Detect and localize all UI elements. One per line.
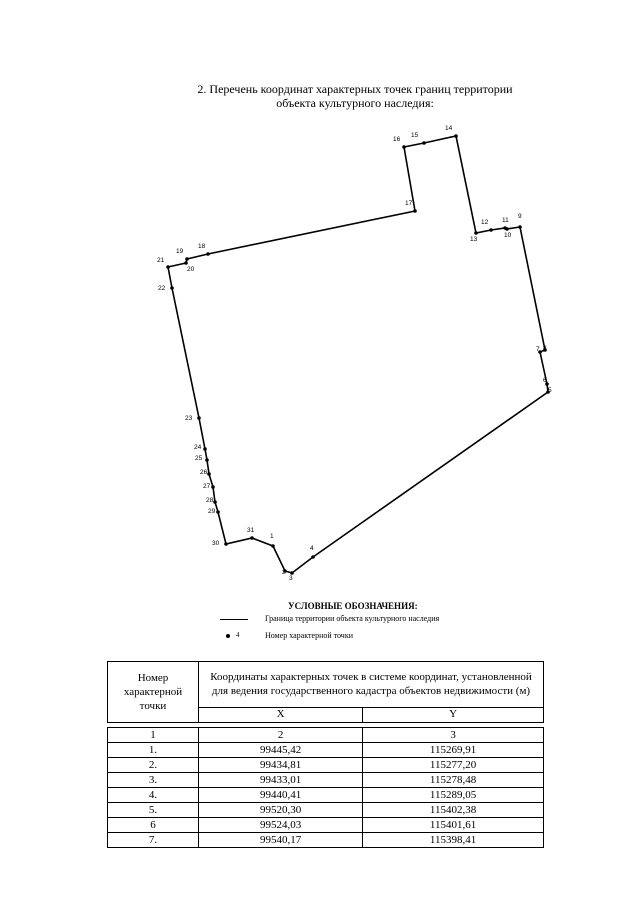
y-coordinate-cell: 115398,41 [363, 833, 544, 848]
table-row [108, 743, 544, 758]
boundary-point-31 [250, 536, 254, 540]
point-label-1: 1 [270, 533, 274, 540]
legend-point-swatch [226, 634, 230, 638]
point-label-8: 8 [543, 345, 547, 352]
point-label-22: 22 [158, 285, 166, 292]
point-label-18: 18 [198, 243, 206, 250]
document-title-line1: 2. Перечень координат характерных точек границ территории [197, 82, 513, 96]
point-label-26: 26 [200, 469, 208, 476]
boundary-point-25 [205, 458, 209, 462]
point-label-21: 21 [157, 257, 165, 264]
point-label-16: 16 [393, 136, 401, 143]
point-label-25: 25 [195, 455, 203, 462]
table-row [108, 758, 544, 773]
table-row [108, 833, 544, 848]
header-coordinates: Координаты характерных точек в системе координат, установленной для ведения государственного кадастра объектов недвижимости (м) [199, 662, 544, 708]
point-label-12: 12 [481, 219, 489, 226]
point-label-6: 6 [543, 377, 547, 384]
boundary-point-1 [271, 544, 275, 548]
point-label-24: 24 [194, 444, 202, 451]
y-coordinate-cell: 115401,61 [363, 818, 544, 833]
point-label-9: 9 [518, 213, 522, 220]
point-number-cell: 6 [108, 818, 199, 833]
boundary-line [168, 136, 548, 573]
header-y: Y [363, 707, 544, 722]
point-label-10: 10 [504, 232, 512, 239]
boundary-point-11 [503, 226, 507, 230]
point-label-5: 5 [548, 387, 552, 394]
header-x: X [199, 707, 363, 722]
column-number-2: 2 [199, 728, 363, 743]
x-coordinate-cell: 99520,30 [199, 803, 363, 818]
point-number-cell: 7. [108, 833, 199, 848]
table-row [108, 773, 544, 788]
point-label-17: 17 [405, 200, 413, 207]
boundary-point-18 [206, 252, 210, 256]
header-point-number: Номер характерной точки [108, 662, 199, 723]
point-label-19: 19 [176, 248, 184, 255]
point-label-20: 20 [187, 266, 195, 273]
point-label-29: 29 [208, 508, 216, 515]
point-number-cell: 4. [108, 788, 199, 803]
legend-point-number: 4 [236, 631, 240, 639]
boundary-point-20 [184, 261, 188, 265]
boundary-point-29 [216, 510, 220, 514]
x-coordinate-cell: 99433,01 [199, 773, 363, 788]
point-number-cell: 3. [108, 773, 199, 788]
point-label-28: 28 [206, 497, 214, 504]
legend-boundary-label: Граница территории объекта культурного наследия [265, 614, 440, 623]
y-coordinate-cell: 115278,48 [363, 773, 544, 788]
point-label-11: 11 [502, 217, 509, 224]
boundary-point-30 [224, 542, 228, 546]
boundary-point-21 [166, 265, 170, 269]
boundary-point-24 [203, 447, 207, 451]
y-coordinate-cell: 115402,38 [363, 803, 544, 818]
boundary-point-9 [518, 225, 522, 229]
x-coordinate-cell: 99524,03 [199, 818, 363, 833]
point-label-14: 14 [445, 125, 453, 132]
boundary-point-27 [211, 485, 215, 489]
column-number-row [108, 728, 544, 743]
boundary-point-23 [197, 416, 201, 420]
x-coordinate-cell: 99440,41 [199, 788, 363, 803]
column-number-1: 1 [108, 728, 199, 743]
legend-title: УСЛОВНЫЕ ОБОЗНАЧЕНИЯ: [288, 601, 418, 611]
legend-point-label: Номер характерной точки [265, 631, 353, 640]
document-title-line2: объекта культурного наследия: [276, 96, 434, 110]
table-row [108, 803, 544, 818]
x-coordinate-cell: 99445,42 [199, 743, 363, 758]
point-label-23: 23 [185, 415, 193, 422]
point-label-27: 27 [203, 483, 211, 490]
y-coordinate-cell: 115289,05 [363, 788, 544, 803]
boundary-point-4 [311, 555, 315, 559]
point-number-cell: 5. [108, 803, 199, 818]
boundary-point-13 [474, 231, 478, 235]
point-label-2: 2 [282, 569, 286, 576]
boundary-point-12 [489, 228, 493, 232]
point-label-13: 13 [470, 236, 478, 243]
boundary-point-28 [213, 500, 217, 504]
legend-boundary-swatch [220, 619, 248, 620]
boundary-point-22 [170, 286, 174, 290]
column-number-3: 3 [363, 728, 544, 743]
y-coordinate-cell: 115269,91 [363, 743, 544, 758]
boundary-point-17 [413, 209, 417, 213]
point-label-4: 4 [310, 545, 314, 552]
boundary-point-16 [402, 145, 406, 149]
boundary-point-19 [185, 257, 189, 261]
table-row [108, 788, 544, 803]
boundary-points [157, 125, 552, 582]
point-label-3: 3 [289, 575, 293, 582]
boundary-point-15 [422, 141, 426, 145]
point-number-cell: 2. [108, 758, 199, 773]
point-label-30: 30 [212, 540, 220, 547]
boundary-point-14 [454, 134, 458, 138]
x-coordinate-cell: 99540,17 [199, 833, 363, 848]
point-label-15: 15 [411, 132, 419, 139]
boundary-point-26 [207, 472, 211, 476]
x-coordinate-cell: 99434,81 [199, 758, 363, 773]
coordinates-table [107, 661, 544, 848]
point-label-31: 31 [247, 527, 255, 534]
y-coordinate-cell: 115277,20 [363, 758, 544, 773]
point-label-7: 7 [536, 346, 540, 353]
point-number-cell: 1. [108, 743, 199, 758]
table-row [108, 818, 544, 833]
